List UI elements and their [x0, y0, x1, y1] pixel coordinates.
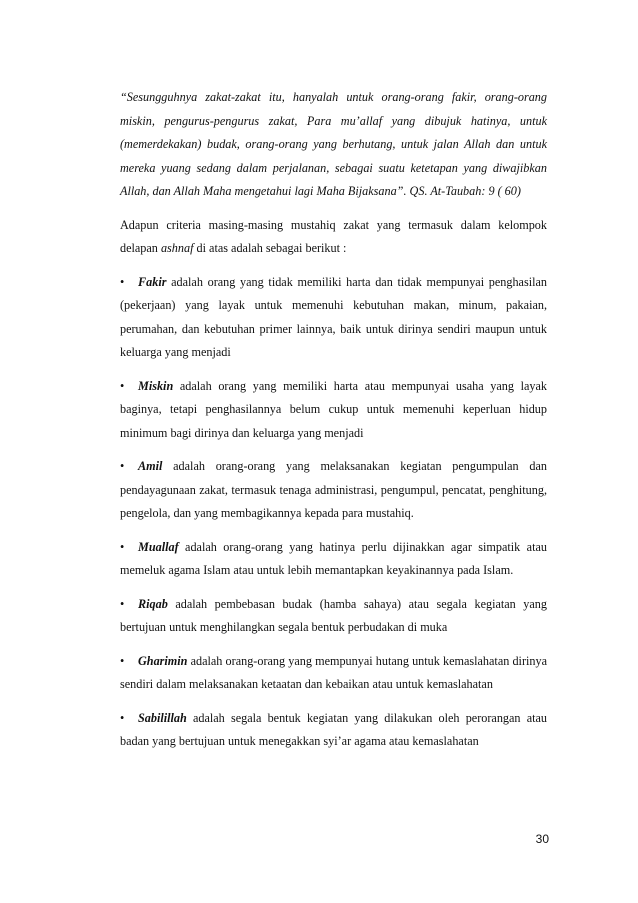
term-fakir: Fakir — [138, 274, 167, 289]
definition-sabilillah: adalah segala bentuk kegiatan yang dilakukan oleh perorangan atau badan yang bertujuan untuk menegakkan syi’ar agama atau kemaslahatan — [120, 710, 547, 748]
term-amil: Amil — [138, 459, 163, 473]
bullet-icon: • — [120, 539, 125, 554]
quran-quote: “Sesungguhnya zakat-zakat itu, hanyalah untuk orang-orang fakir, orang-orang miskin, pengurus-pengurus zakat, Para mu’allaf yang dibujuk hatinya, untuk (memerdekakan) budak, orang-orang yang berhutang, untuk jalan Allah dan untuk mereka yuang sedang dalam perjalanan, sebagai suatu ketetapan yang diwajibkan Allah, dan Allah Maha mengetahui lagi Maha Bijaksana”. QS. At-Taubah: 9 ( 60) — [120, 90, 547, 198]
list-item-fakir — [120, 271, 547, 365]
bullet-icon: • — [120, 459, 125, 473]
page-number: 30 — [535, 832, 549, 846]
bullet-icon: • — [120, 653, 125, 668]
definition-gharimin: adalah orang-orang yang mempunyai hutang untuk kemaslahatan dirinya sendiri dalam melaksanakan ketaatan dan kebaikan atau untuk kemaslahatan — [120, 653, 547, 691]
definition-amil: adalah orang-orang yang melaksanakan kegiatan pengumpulan dan pendayagunaan zakat, termasuk tenaga administrasi, pengumpul, pencatat, penghitung, pengelola, dan yang membagikannya kepada para mustahiq. — [120, 459, 547, 520]
list-item-miskin — [120, 375, 547, 446]
list-item-muallaf — [120, 536, 547, 583]
term-sabilillah: Sabilillah — [138, 710, 187, 725]
definition-riqab: adalah pembebasan budak (hamba sahaya) atau segala kegiatan yang bertujuan untuk menghilangkan segala bentuk perbudakan di muka — [120, 596, 547, 634]
intro-emphasis: ashnaf — [160, 241, 194, 255]
definition-miskin: adalah orang yang memiliki harta atau mempunyai usaha yang layak baginya, tetapi penghasilannya belum cukup untuk memenuhi keperluan hidup minimum bagi dirinya dan keluarga yang menjadi — [120, 378, 547, 440]
bullet-icon: • — [120, 274, 125, 289]
definition-muallaf: adalah orang-orang yang hatinya perlu dijinakkan agar simpatik atau memeluk agama Islam atau untuk lebih memantapkan keyakinannya pada Islam. — [120, 539, 547, 577]
bullet-icon: • — [120, 378, 125, 393]
mustahiq-list — [120, 271, 547, 754]
list-item-amil — [120, 455, 547, 526]
bullet-icon: • — [120, 596, 125, 611]
intro-text-before: Adapun criteria masing-masing mustahiq zakat yang termasuk dalam kelompok delapan — [120, 217, 547, 255]
intro-text-after: di atas adalah sebagai berikut : — [193, 241, 347, 255]
intro-paragraph — [120, 214, 547, 261]
list-item-gharimin — [120, 650, 547, 697]
list-item-sabilillah — [120, 707, 547, 754]
term-muallaf: Muallaf — [138, 539, 179, 554]
bullet-icon: • — [120, 710, 125, 725]
page-content — [120, 86, 547, 764]
term-miskin: Miskin — [138, 378, 174, 393]
list-item-riqab — [120, 593, 547, 640]
term-riqab: Riqab — [138, 596, 168, 611]
term-gharimin: Gharimin — [138, 653, 188, 668]
definition-fakir: adalah orang yang tidak memiliki harta dan tidak mempunyai penghasilan (pekerjaan) yang layak untuk memenuhi kebutuhan makan, minum, pakaian, perumahan, dan kebutuhan primer lainnya, baik untuk dirinya sendiri maupun untuk keluarga yang menjadi — [120, 274, 547, 359]
